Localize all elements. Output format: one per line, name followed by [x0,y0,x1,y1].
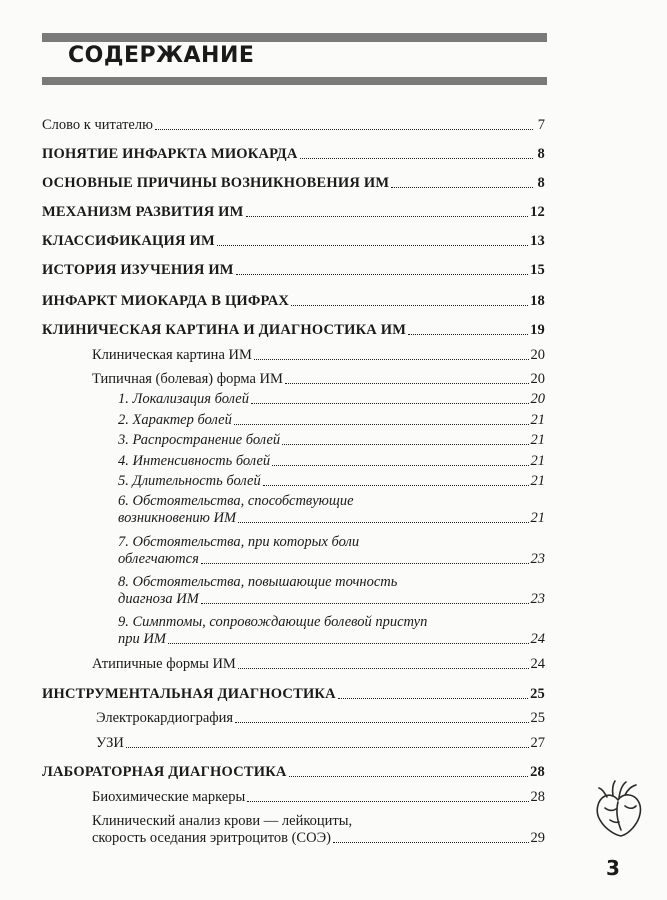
leader-dots [217,245,528,246]
toc-section[interactable] [42,293,545,310]
toc-item[interactable] [118,574,545,608]
toc-section-title: ПОНЯТИЕ ИНФАРКТА МИОКАРДА [42,146,298,162]
toc-item-page: 24 [530,631,545,647]
leader-dots [254,359,529,360]
leader-dots [251,403,529,404]
toc-entry-page: 7 [537,117,545,133]
leader-dots [234,424,529,425]
leader-dots [155,129,533,130]
toc-item-title: 1. Локализация болей [118,391,249,407]
leader-dots [285,383,529,384]
leader-dots [168,643,529,644]
toc-section[interactable] [42,262,545,279]
toc-item-page: 21 [530,453,545,469]
toc-section-title: ИНСТРУМЕНТАЛЬНАЯ ДИАГНОСТИКА [42,686,336,702]
toc-item-page: 21 [530,432,545,448]
page-title: СОДЕРЖАНИЕ [68,43,255,68]
toc-subsection[interactable] [92,347,545,364]
toc-item[interactable] [118,391,545,408]
toc-item-page: 21 [530,510,545,526]
toc-item[interactable] [118,534,545,568]
toc-section[interactable] [42,322,545,339]
toc-item-title-line2: при ИМ [118,631,166,647]
leader-dots [282,444,528,445]
toc-item-page: 23 [530,551,545,567]
leader-dots [126,747,529,748]
toc-item[interactable] [118,453,545,470]
leader-dots [391,187,533,188]
toc-section-page: 25 [530,686,545,702]
toc-section-page: 15 [530,262,545,278]
leader-dots [300,158,533,159]
leader-dots [408,334,528,335]
toc-section-page: 18 [530,293,545,309]
leader-dots [235,722,528,723]
toc-item[interactable] [118,614,545,648]
leader-dots [247,801,528,802]
leader-dots [201,603,529,604]
leader-dots [338,698,528,699]
toc-item-title: 4. Интенсивность болей [118,453,271,469]
heart-icon [591,778,645,838]
toc-entry-title: Слово к читателю [42,117,153,133]
toc-item-title-line2: диагноза ИМ [118,591,199,607]
toc-section-page: 8 [537,146,545,162]
toc-subsection[interactable] [92,789,545,806]
toc-subsection-title-line2: скорость оседания эритроцитов (СОЭ) [92,830,331,846]
toc-subsection[interactable] [96,735,545,752]
toc-item-title-line1: 8. Обстоятельства, повышающие точность [118,574,398,590]
toc-subsection-title: Биохимические маркеры [92,789,246,805]
leader-dots [238,522,528,523]
leader-dots [238,668,529,669]
leader-dots [333,842,529,843]
toc-item-page: 20 [530,391,545,407]
toc-item[interactable] [118,412,545,429]
toc-item-page: 23 [530,591,545,607]
toc-subsection-title: УЗИ [96,735,124,751]
toc-subsection-page: 20 [530,347,545,363]
toc-item-title-line2: возникновению ИМ [118,510,237,526]
toc-item-title-line1: 9. Симптомы, сопровождающие болевой приступ [118,614,428,630]
toc-item-page: 21 [530,412,545,428]
toc-subsection-page: 27 [530,735,545,751]
toc-item-title-line2: облегчаются [118,551,199,567]
toc-item-title-line1: 6. Обстоятельства, способствующие [118,493,354,509]
toc-section[interactable] [42,204,545,221]
header-top-rule [42,33,547,42]
toc-item-title: 5. Длительность болей [118,473,261,489]
toc-section-page: 28 [530,764,545,780]
toc-section-page: 19 [530,322,545,338]
toc-subsection-title: Клиническая картина ИМ [92,347,252,363]
toc-item[interactable] [118,493,545,527]
toc-section[interactable] [42,233,545,250]
toc-section-title: МЕХАНИЗМ РАЗВИТИЯ ИМ [42,204,244,220]
toc-subsection-page: 28 [530,789,545,805]
toc-section-page: 13 [530,233,545,249]
toc-section[interactable] [42,764,545,781]
toc-subsection-page: 20 [530,371,545,387]
toc-subsection-page: 29 [530,830,545,846]
toc-section-title: ЛАБОРАТОРНАЯ ДИАГНОСТИКА [42,764,287,780]
leader-dots [236,274,528,275]
toc-item[interactable] [118,473,545,490]
leader-dots [246,216,529,217]
toc-subsection-title-line1: Клинический анализ крови — лейкоциты, [92,813,353,829]
toc-section-title: ИНФАРКТ МИОКАРДА В ЦИФРАХ [42,293,290,309]
toc-section[interactable] [42,175,545,192]
toc-section-title: ИСТОРИЯ ИЗУЧЕНИЯ ИМ [42,262,234,278]
toc-item[interactable] [118,432,545,449]
toc-subsection[interactable] [92,656,545,673]
toc-item-page: 21 [530,473,545,489]
toc-item-title: 2. Характер болей [118,412,232,428]
toc-subsection-title: Атипичные формы ИМ [92,656,236,672]
toc-item-title-line1: 7. Обстоятельства, при которых боли [118,534,360,550]
toc-item-title: 3. Распространение болей [118,432,281,448]
leader-dots [263,485,529,486]
toc-subsection[interactable] [92,371,545,388]
page-number: 3 [606,856,620,880]
toc-subsection-title: Типичная (болевая) форма ИМ [92,371,283,387]
toc-subsection[interactable] [96,710,545,727]
toc-section-title: КЛИНИЧЕСКАЯ КАРТИНА И ДИАГНОСТИКА ИМ [42,322,407,338]
toc-entry[interactable] [42,117,545,134]
toc-section-page: 8 [537,175,545,191]
toc-section[interactable] [42,146,545,163]
leader-dots [272,465,528,466]
leader-dots [289,776,528,777]
toc-section-page: 12 [530,204,545,220]
toc-subsection-page: 24 [530,656,545,672]
toc-section[interactable] [42,686,545,703]
header-bottom-rule [42,77,547,85]
leader-dots [291,305,528,306]
toc-subsection-page: 25 [530,710,545,726]
toc-section-title: КЛАССИФИКАЦИЯ ИМ [42,233,215,249]
toc-subsection[interactable] [92,813,545,847]
toc-subsection-title: Электрокардиография [96,710,234,726]
toc-section-title: ОСНОВНЫЕ ПРИЧИНЫ ВОЗНИКНОВЕНИЯ ИМ [42,175,390,191]
leader-dots [201,563,529,564]
